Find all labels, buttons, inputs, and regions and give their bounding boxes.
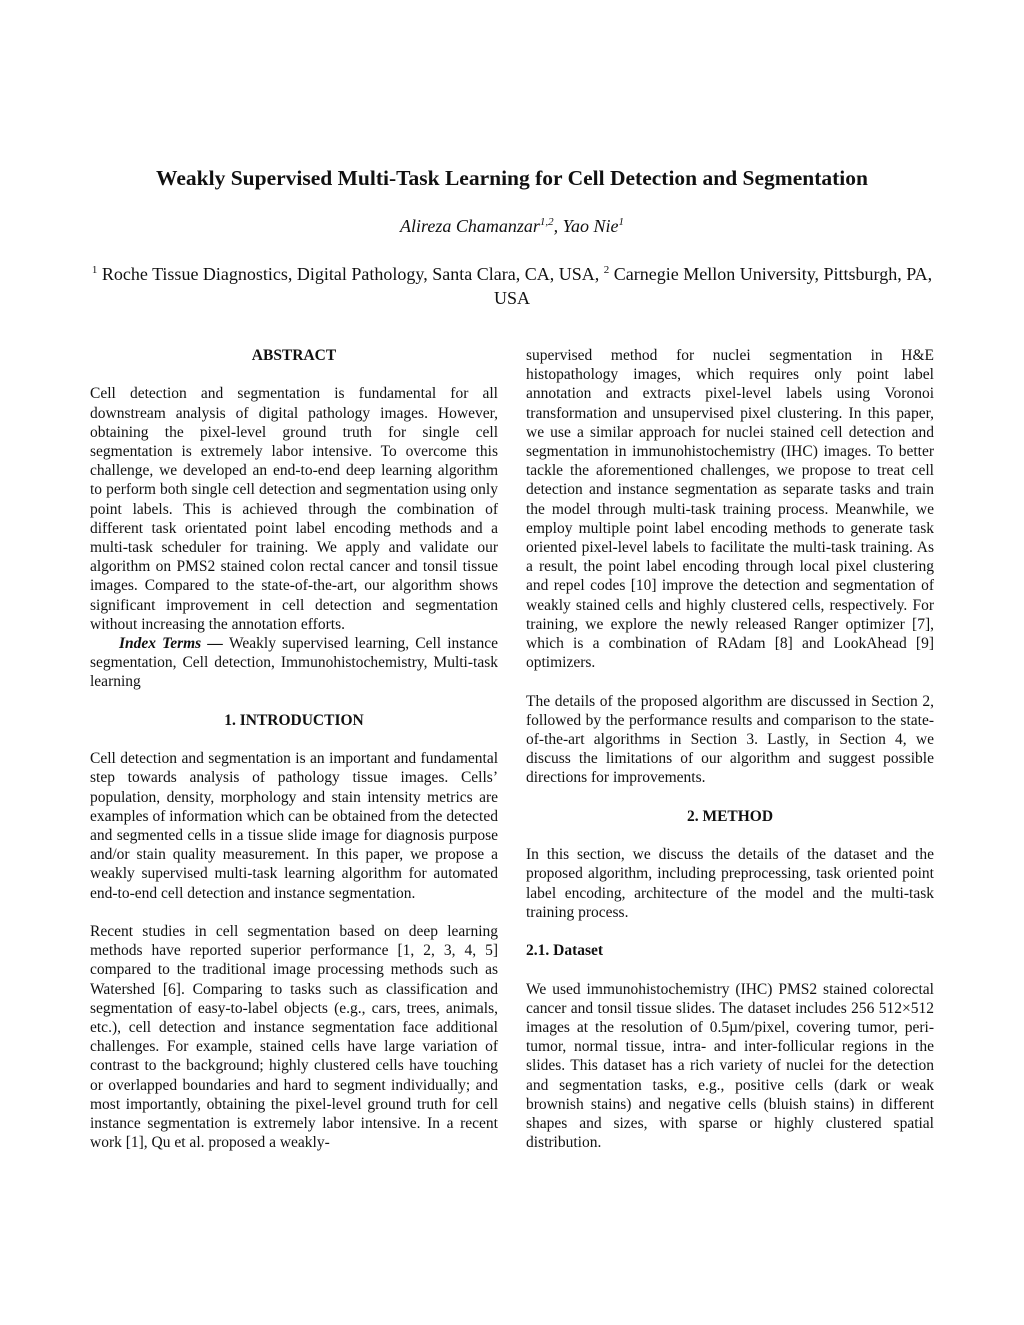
paper-title: Weakly Supervised Multi-Task Learning for Cell Detection and Segmentation <box>156 166 868 190</box>
dataset-paragraph: We used immunohistochemistry (IHC) PMS2 stained colorectal cancer and tonsil tissue slides. The dataset includes 256 512×512 images at the resolution of 0.5µm/pixel, covering tumor, peri-tumor, normal tissue, intra- and inter-follicular regions in the slides. This dataset has a rich variety of nuclei for the detection and segmentation tasks, e.g., positive cells (dark or weak brownish stains) and negative cells (bluish stains) in different shapes and sizes, with sparse or highly clustered spatial distribution. <box>526 980 934 1152</box>
affiliations <box>90 262 934 310</box>
dataset-heading: 2.1. Dataset <box>526 942 604 960</box>
intro-paragraph-1: Cell detection and segmentation is an important and fundamental step towards analysis of pathology tissue images. Cells’ population, density, morphology and stain intensity metrics are examples of information which can be obtained from the detected and segmented cells in a tissue slide image for diagnosis purpose and/or stain quality measurement. In this paper, we propose a weakly supervised multi-task learning algorithm for automated end-to-end cell detection and instance segmentation. <box>90 750 498 902</box>
author-affiliation-mark: 1,2 <box>539 216 554 228</box>
intro-paragraph-2-continued: supervised method for nuclei segmentation in H&E histopathology images, which requires only point label annotation and extracts pixel-level labels using Voronoi transformation and unsupervised pixel clustering. In this paper, we use a similar approach for nuclei stained cell detection and segmentation in immunohistochemistry (IHC) images. To better tackle the aforementioned challenges, we propose to treat cell detection and instance segmentation as separate tasks and train the model through multi-task training process. Meanwhile, we employ multiple point label encoding methods to generate task oriented pixel-level labels to facilitate the multi-task training. As a result, the point label encoding through local pixel clustering and repel codes [10] improve the detection and segmentation of weakly stained cells and highly clustered cells, respectively. For training, we explore the newly released Ranger optimizer [7], which is a combination of RAdam [8] and LookAhead [9] optimizers. <box>526 347 934 672</box>
abstract-heading: ABSTRACT <box>251 347 337 364</box>
left-column <box>90 346 498 1152</box>
method-heading: 2. METHOD <box>686 807 774 825</box>
affiliation-text: Roche Tissue Diagnostics, Digital Pathology, Santa Clara, CA, USA, <box>97 264 604 284</box>
index-terms: Index Terms — Weakly supervised learning, Cell instance segmentation, Cell detection, Immunohistochemistry, Multi-task learning <box>90 635 499 691</box>
author-affiliation-mark: 1 <box>618 216 624 228</box>
author-name: Alireza Chamanzar <box>400 216 540 236</box>
affiliation-mark: 2 <box>603 264 610 276</box>
affiliation-text: Carnegie Mellon University, Pittsburgh, PA, USA <box>493 264 933 308</box>
author-name: Yao Nie <box>562 216 619 236</box>
abstract-body: Cell detection and segmentation is fundamental for all downstream analysis of digital pathology images. However, obtaining the pixel-level ground truth for single cell segmentation is extremely labor intensive. To overcome this challenge, we developed an end-to-end deep learning algorithm to perform both single cell detection and segmentation using only point labels. This is achieved through the combination of different task orientated point label encoding methods and a multi-task scheduler for training. We apply and validate our algorithm on PMS2 stained colon rectal cancer and tonsil tissue images. Compared to the state-of-the-art, our algorithm shows significant improvement in cell detection and segmentation without increasing the annotation efforts. <box>90 385 498 633</box>
index-terms-label: Index Terms <box>119 635 202 653</box>
intro-heading: 1. INTRODUCTION <box>224 711 364 729</box>
method-paragraph-1: In this section, we discuss the details of the dataset and the proposed algorithm, including preprocessing, task oriented point label encoding, architecture of the model and the multi-task training process. <box>526 846 934 921</box>
index-terms-list: Weakly supervised learning, Cell instance segmentation, Cell detection, Immunohistochemistry, Multi-task learning <box>90 635 499 691</box>
intro-paragraph-2: Recent studies in cell segmentation based on deep learning methods have reported superior performance [1, 2, 3, 4, 5] compared to the traditional image processing methods such as Watershed [6]. Comparing to tasks such as classification and segmentation of easy-to-label objects (e.g., cars, trees, animals, etc.), cell detection and instance segmentation face additional challenges. For example, stained cells have large variation of contrast to the background; highly clustered cells have touching or overlapped boundaries and hard to segment individually; and most importantly, obtaining the pixel-level ground truth for cell instance segmentation is extremely labor intensive. In a recent work [1], Qu et al. proposed a weakly- <box>90 923 498 1152</box>
author-list: Alireza Chamanzar$^{1,2}$, Yao Nie$^1$ <box>400 216 624 236</box>
affiliation-mark: 1 <box>91 264 98 276</box>
intro-paragraph-3: The details of the proposed algorithm are discussed in Section 2, followed by the performance results and comparison to the state-of-the-art algorithms in Section 3. Lastly, in Section 4, we discuss the limitations of our algorithm and suggest possible directions for improvements. <box>526 692 934 787</box>
right-column <box>526 346 934 1152</box>
